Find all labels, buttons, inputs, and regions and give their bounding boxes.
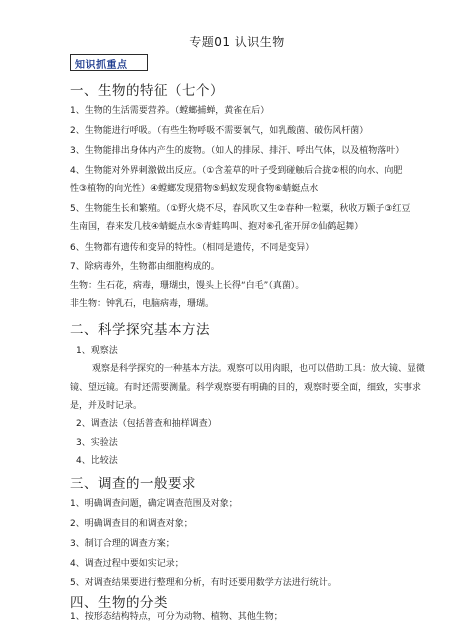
text-line: 7、除病毒外，生物都由细胞构成的。 [70,262,220,272]
text-line: 2、明确调查目的和调查对象； [70,519,193,529]
knowledge-tag-box [70,54,148,71]
text-line: 3、生物能排出身体内产生的废物。（如人的排尿、排汗、呼出气体，以及植物落叶） [70,146,405,156]
section-heading: 三、调查的一般要求 [70,476,196,492]
text-line: 2、调查法（包括普查和抽样调查） [76,419,217,429]
section-heading: 一、生物的特征（七个） [70,83,224,99]
text-line: 4、比较法 [76,456,118,466]
text-line: 6、生物都有遗传和变异的特性。（相同是遗传，不同是变异） [70,243,315,253]
section-heading: 二、科学探究基本方法 [70,322,210,338]
text-line: 3、实验法 [76,438,118,448]
text-line: 观察是科学探究的一种基本方法。观察可以用肉眼，也可以借助工具：放大镜、显微 [92,364,426,374]
text-line: 性③植物的向光性）④螳螂发现猎物⑤蚂蚁发现食物⑥蜻蜓点水 [70,184,319,194]
text-line: 生物：生石花，病毒，珊瑚虫，馒头上长得“白毛”（真菌）。 [70,281,305,291]
page-title: 专题01 认识生物 [189,35,285,49]
text-line: 2、生物能进行呼吸。（有些生物呼吸不需要氧气，如乳酸菌、破伤风杆菌） [70,126,369,136]
text-line: 1、按形态结构特点，可分为动物、植物、其他生物； [70,612,283,622]
text-line: 5、生物能生长和繁殖。（①野火烧不尽，春风吹又生②春种一粒粟，秋收万颗子③红豆 [70,204,411,214]
text-line: 4、生物能对外界刺激做出反应。（①含羞草的叶子受到碰触后合拢②根的向水、向肥 [70,166,403,176]
text-line: 非生物：钟乳石，电脑病毒，珊瑚。 [70,299,215,309]
text-line: 是，并及时记录。 [70,401,143,411]
text-line: 5、对调查结果要进行整理和分析，有时还要用数学方法进行统计。 [70,578,337,588]
section-heading: 四、生物的分类 [70,595,168,611]
text-line: 1、观察法 [76,346,118,356]
text-line: 1、明确调查问题，确定调查范围及对象； [70,499,238,509]
text-line: 生南国，春来发几枝④蜻蜓点水⑤青蛙鸣叫、抱对⑥孔雀开屏⑦仙鹤起舞） [70,222,364,232]
knowledge-tag-label: 知识抓重点 [75,60,128,71]
text-line: 4、调查过程中要如实记录； [70,559,184,569]
text-line: 1、生物的生活需要营养。（螳螂捕蝉，黄雀在后） [70,106,270,116]
text-line: 3、制订合理的调查方案； [70,539,175,549]
text-line: 镜、望远镜。有时还需要测量。科学观察要有明确的目的，观察时要全面，细致，实事求 [70,383,422,393]
